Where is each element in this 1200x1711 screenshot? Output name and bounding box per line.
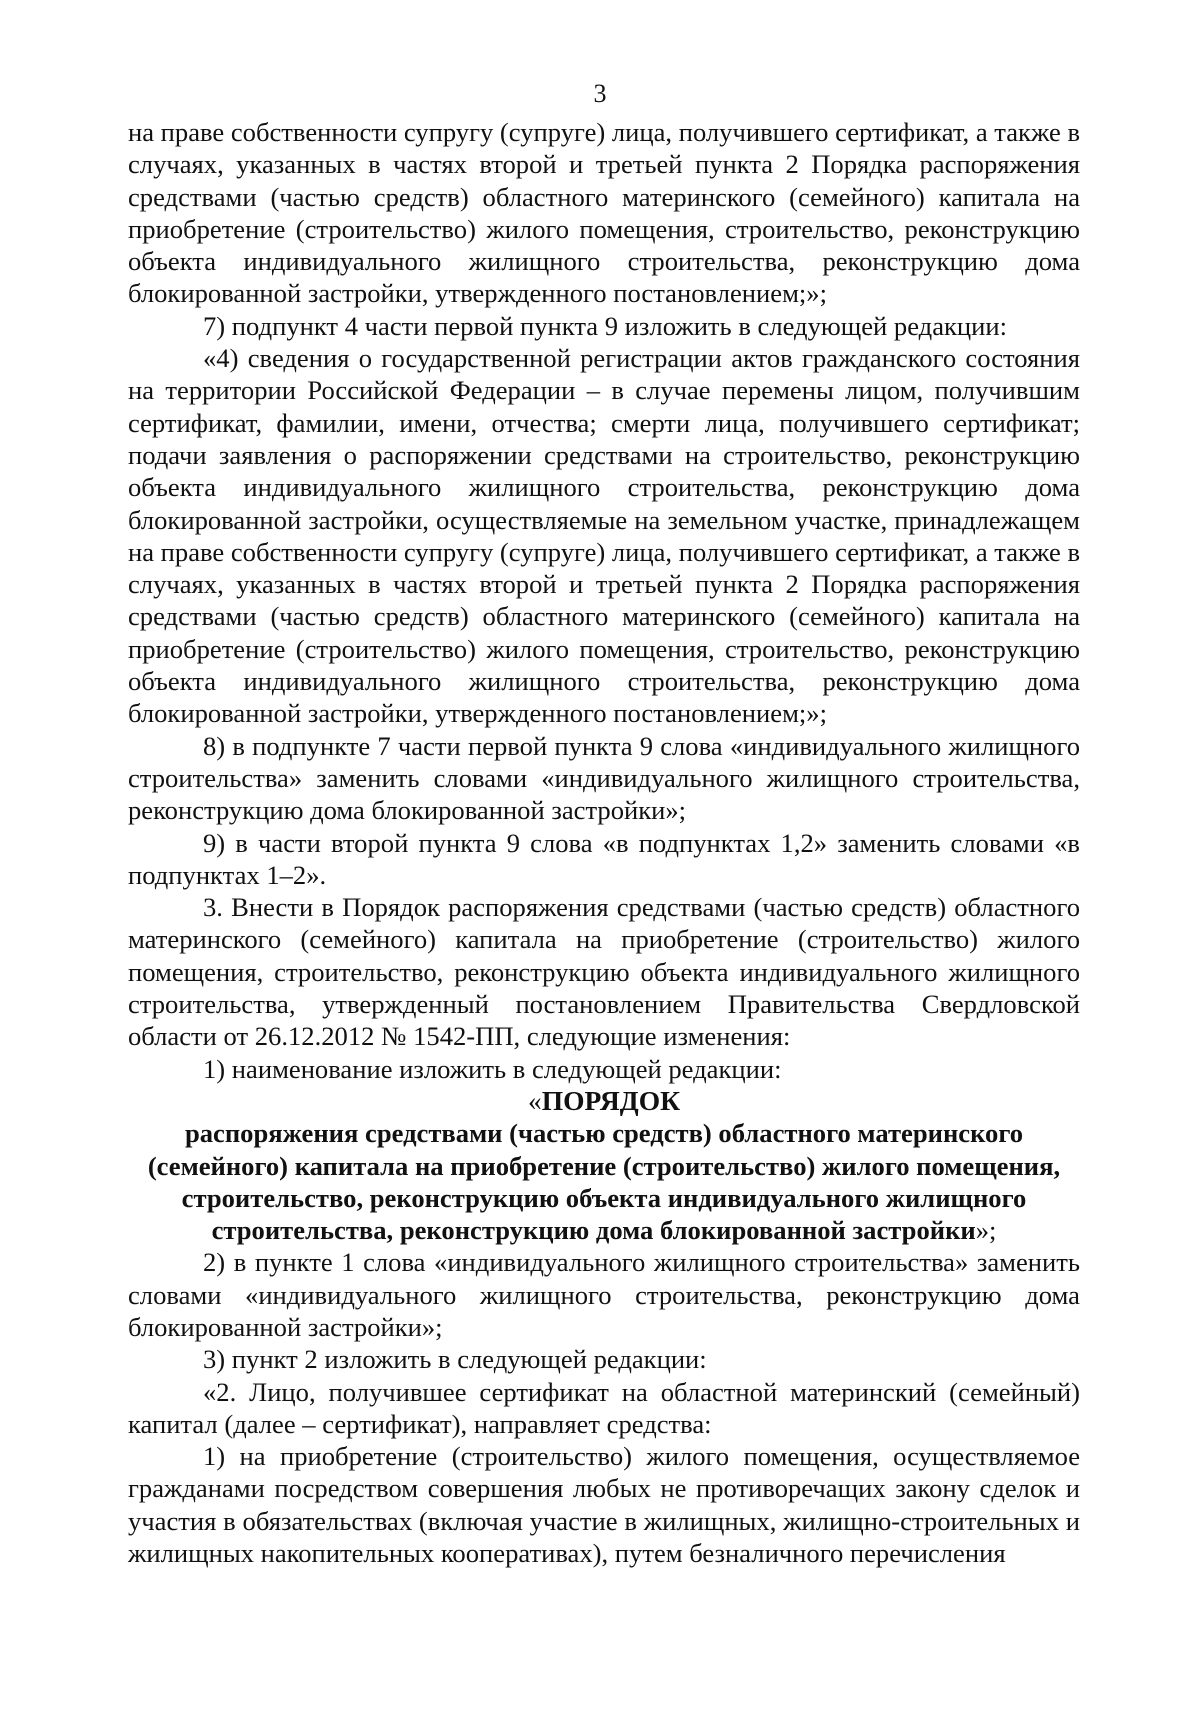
heading-title-text: ПОРЯДОК	[541, 1084, 681, 1116]
paragraph-quoted-subitem-4: «4) сведения о государственной регистрации актов гражданского состояния на территории Российской Федерации – в случае перемены лицом, получившим сертификат, фамилии, имени, отчества; смерти лица, получившего сертификат; подачи заявления о распоряжении средствами на строительство, реконструкцию объекта индивидуального жилищного строительства, реконструкцию дома блокированной застройки, осуществляемые на земельном участке, принадлежащем на праве собственности супругу (супруге) лица, получившего сертификат, а также в случаях, указанных в частях второй и третьей пункта 2 Порядка распоряжения средствами (частью средств) областного материнского (семейного) капитала на приобретение (строительство) жилого помещения, строительство, реконструкцию объекта индивидуального жилищного строительства, реконструкцию дома блокированной застройки, утвержденного постановлением;»;	[128, 343, 1080, 729]
paragraph-item-7: 7) подпункт 4 части первой пункта 9 изложить в следующей редакции:	[203, 310, 1008, 341]
heading-close-quote: »;	[975, 1215, 997, 1246]
heading-quote-open: «	[527, 1084, 542, 1116]
heading-line-2: (семейного) капитала на приобретение (строительство) жилого помещения,	[147, 1150, 1061, 1181]
heading-title	[128, 1085, 1080, 1117]
paragraph-item-2: 2) в пункте 1 слова «индивидуального жилищного строительства» заменить словами «индивидуального жилищного строительства, реконструкцию дома блокированной застройки»;	[128, 1247, 1080, 1342]
heading-line-4	[128, 1214, 1080, 1246]
paragraph-item-9: 9) в части второй пункта 9 слова «в подпунктах 1,2» заменить словами «в подпунктах 1–2».	[128, 827, 1080, 890]
paragraph-continuation: на праве собственности супругу (супруге) лица, получившего сертификат, а также в случаях, указанных в частях второй и третьей пункта 2 Порядка распоряжения средствами (частью средств) областного материнского (семейного) капитала на приобретение (строительство) жилого помещения, строительство, реконструкцию объекта индивидуального жилищного строительства, реконструкцию дома блокированной застройки, утвержденного постановлением;»;	[128, 117, 1080, 309]
heading-line-4-text: строительства, реконструкцию дома блокированной застройки	[211, 1215, 976, 1246]
paragraph-subitem-1: 1) на приобретение (строительство) жилого помещения, осуществляемое гражданами посредством совершения любых не противоречащих закону сделок и участия в обязательствах (включая участие в жилищных, жилищно-строительных и жилищных накопительных кооперативах), путем безналичного перечисления	[128, 1441, 1080, 1569]
document-body	[128, 116, 1080, 1569]
paragraph-section-3: 3. Внести в Порядок распоряжения средствами (частью средств) областного материнского (семейного) капитала на приобретение (строительство) жилого помещения, строительство, реконструкцию объекта индивидуального жилищного строительства, утвержденный постановлением Правительства Свердловской области от 26.12.2012 № 1542-ПП, следующие изменения:	[128, 892, 1080, 1052]
paragraph-item-8: 8) в подпункте 7 части первой пункта 9 слова «индивидуального жилищного строительства» заменить словами «индивидуального жилищного строительства, реконструкцию дома блокированной застройки»;	[128, 730, 1080, 826]
heading-line-3: строительство, реконструкцию объекта индивидуального жилищного	[181, 1182, 1027, 1213]
heading-line-1: распоряжения средствами (частью средств) областного материнского	[184, 1118, 1024, 1149]
paragraph-item-1: 1) наименование изложить в следующей редакции:	[203, 1053, 782, 1084]
paragraph-quoted-point-2: «2. Лицо, получившее сертификат на областной материнский (семейный) капитал (далее – сертификат), направляет средства:	[128, 1376, 1080, 1439]
page-number: 3	[593, 79, 607, 108]
paragraph-item-3: 3) пункт 2 изложить в следующей редакции:	[203, 1344, 707, 1375]
